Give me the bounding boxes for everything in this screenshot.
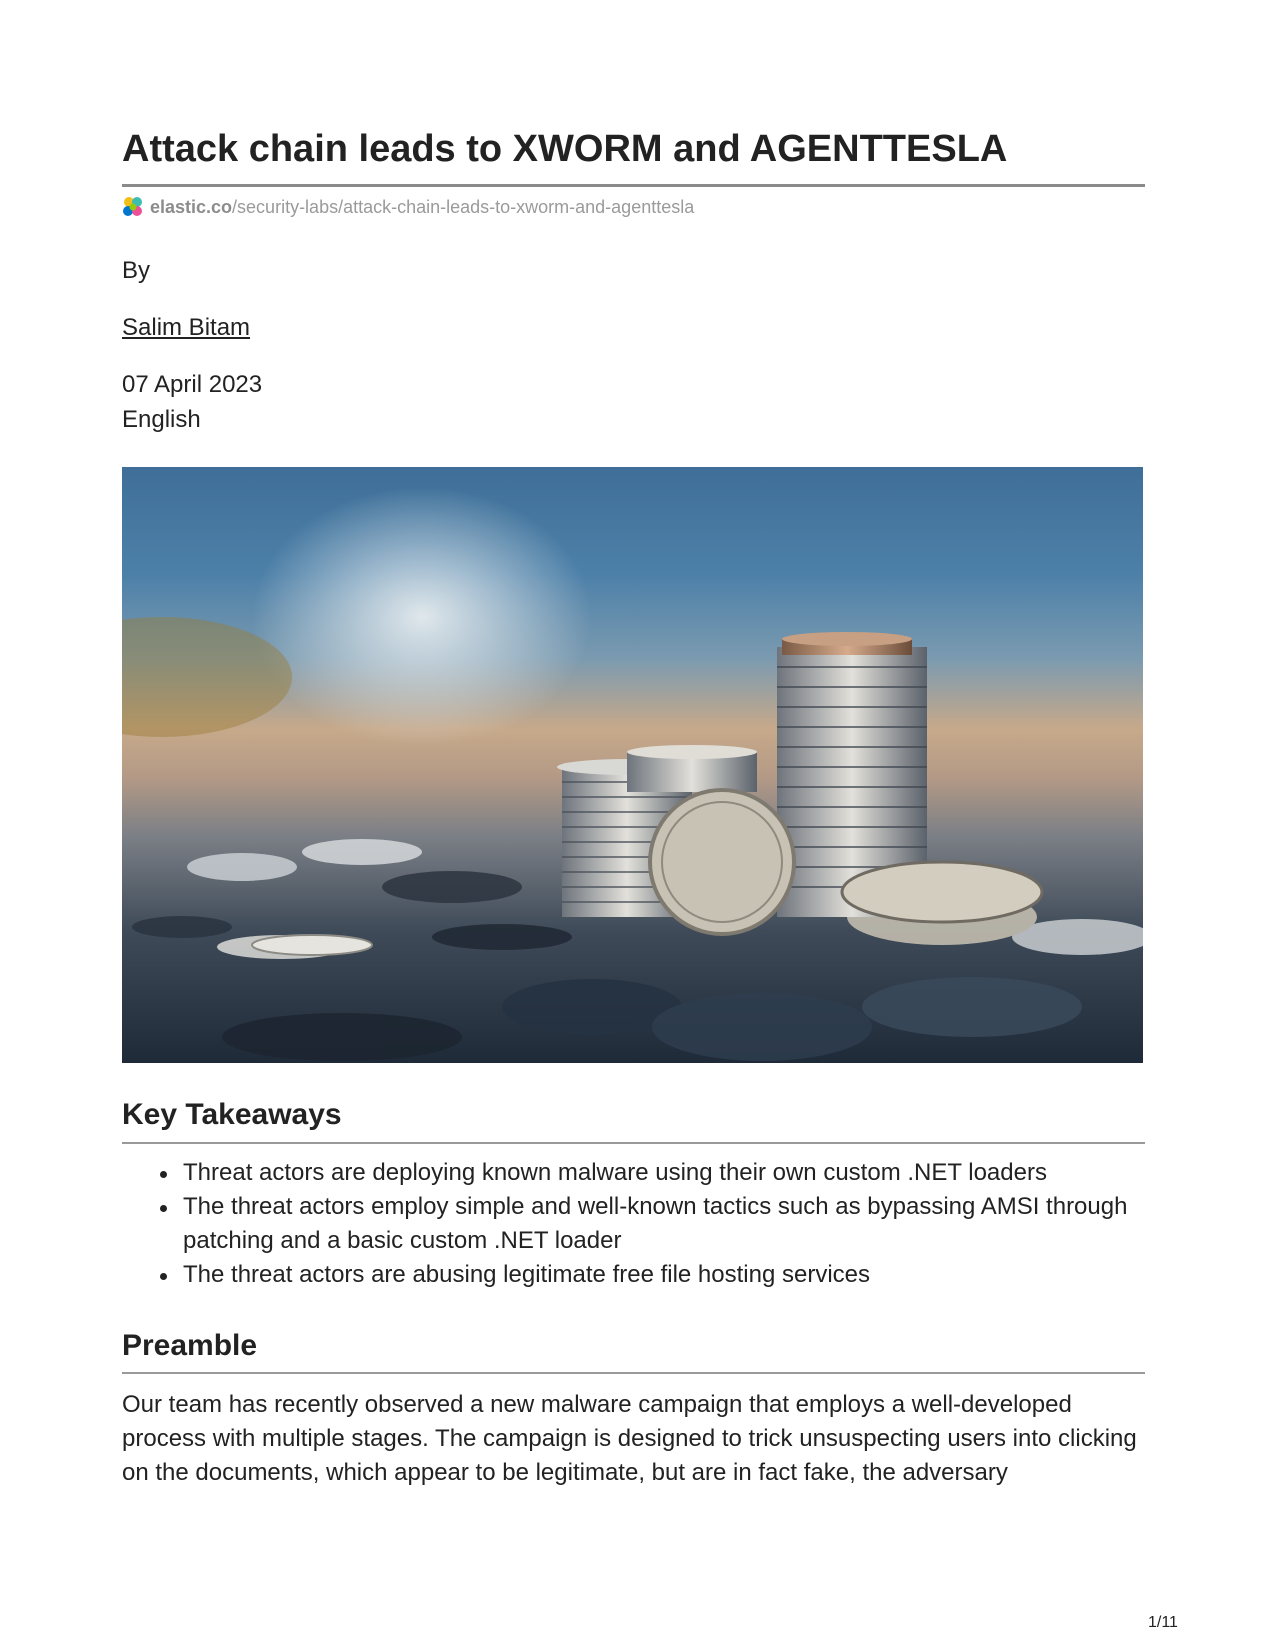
article-title: Attack chain leads to XWORM and AGENTTESLA — [122, 128, 1008, 170]
bullet-icon — [160, 1205, 167, 1212]
preamble-text: Our team has recently observed a new malware campaign that employs a well-developed process with multiple stages. The campaign is designed to trick unsuspecting users into clicking on the documents, which appear to be legitimate, but are in fact fake, the adversary — [122, 1391, 1137, 1486]
author-link[interactable]: Salim Bitam — [122, 314, 251, 341]
key-takeaways-divider — [122, 1142, 1145, 1144]
publish-date: 07 April 2023 — [122, 371, 263, 398]
elastic-logo-icon — [122, 196, 144, 218]
source-url[interactable] — [122, 196, 694, 218]
bullet-icon — [160, 1171, 167, 1178]
source-domain: elastic.co — [150, 196, 233, 217]
byline-label: By — [122, 257, 151, 284]
page-number: 1/11 — [1148, 1614, 1178, 1631]
preamble-heading: Preamble — [122, 1329, 258, 1362]
list-item: The threat actors are abusing legitimate free file hosting services — [122, 1258, 1142, 1292]
coins-photo — [122, 467, 1143, 1063]
list-item: The threat actors employ simple and well-known tactics such as bypassing AMSI through patching and a basic custom .NET loader — [122, 1190, 1142, 1258]
language-label: English — [122, 406, 201, 433]
title-divider — [122, 184, 1145, 187]
bullet-icon — [160, 1273, 167, 1280]
hero-image — [122, 467, 1143, 1063]
key-takeaways-list — [122, 1156, 1142, 1292]
list-item: Threat actors are deploying known malware using their own custom .NET loaders — [122, 1156, 1142, 1190]
preamble-divider — [122, 1372, 1145, 1374]
key-takeaways-heading: Key Takeaways — [122, 1098, 342, 1131]
source-path: /security-labs/attack-chain-leads-to-xworm-and-agenttesla — [232, 196, 695, 217]
